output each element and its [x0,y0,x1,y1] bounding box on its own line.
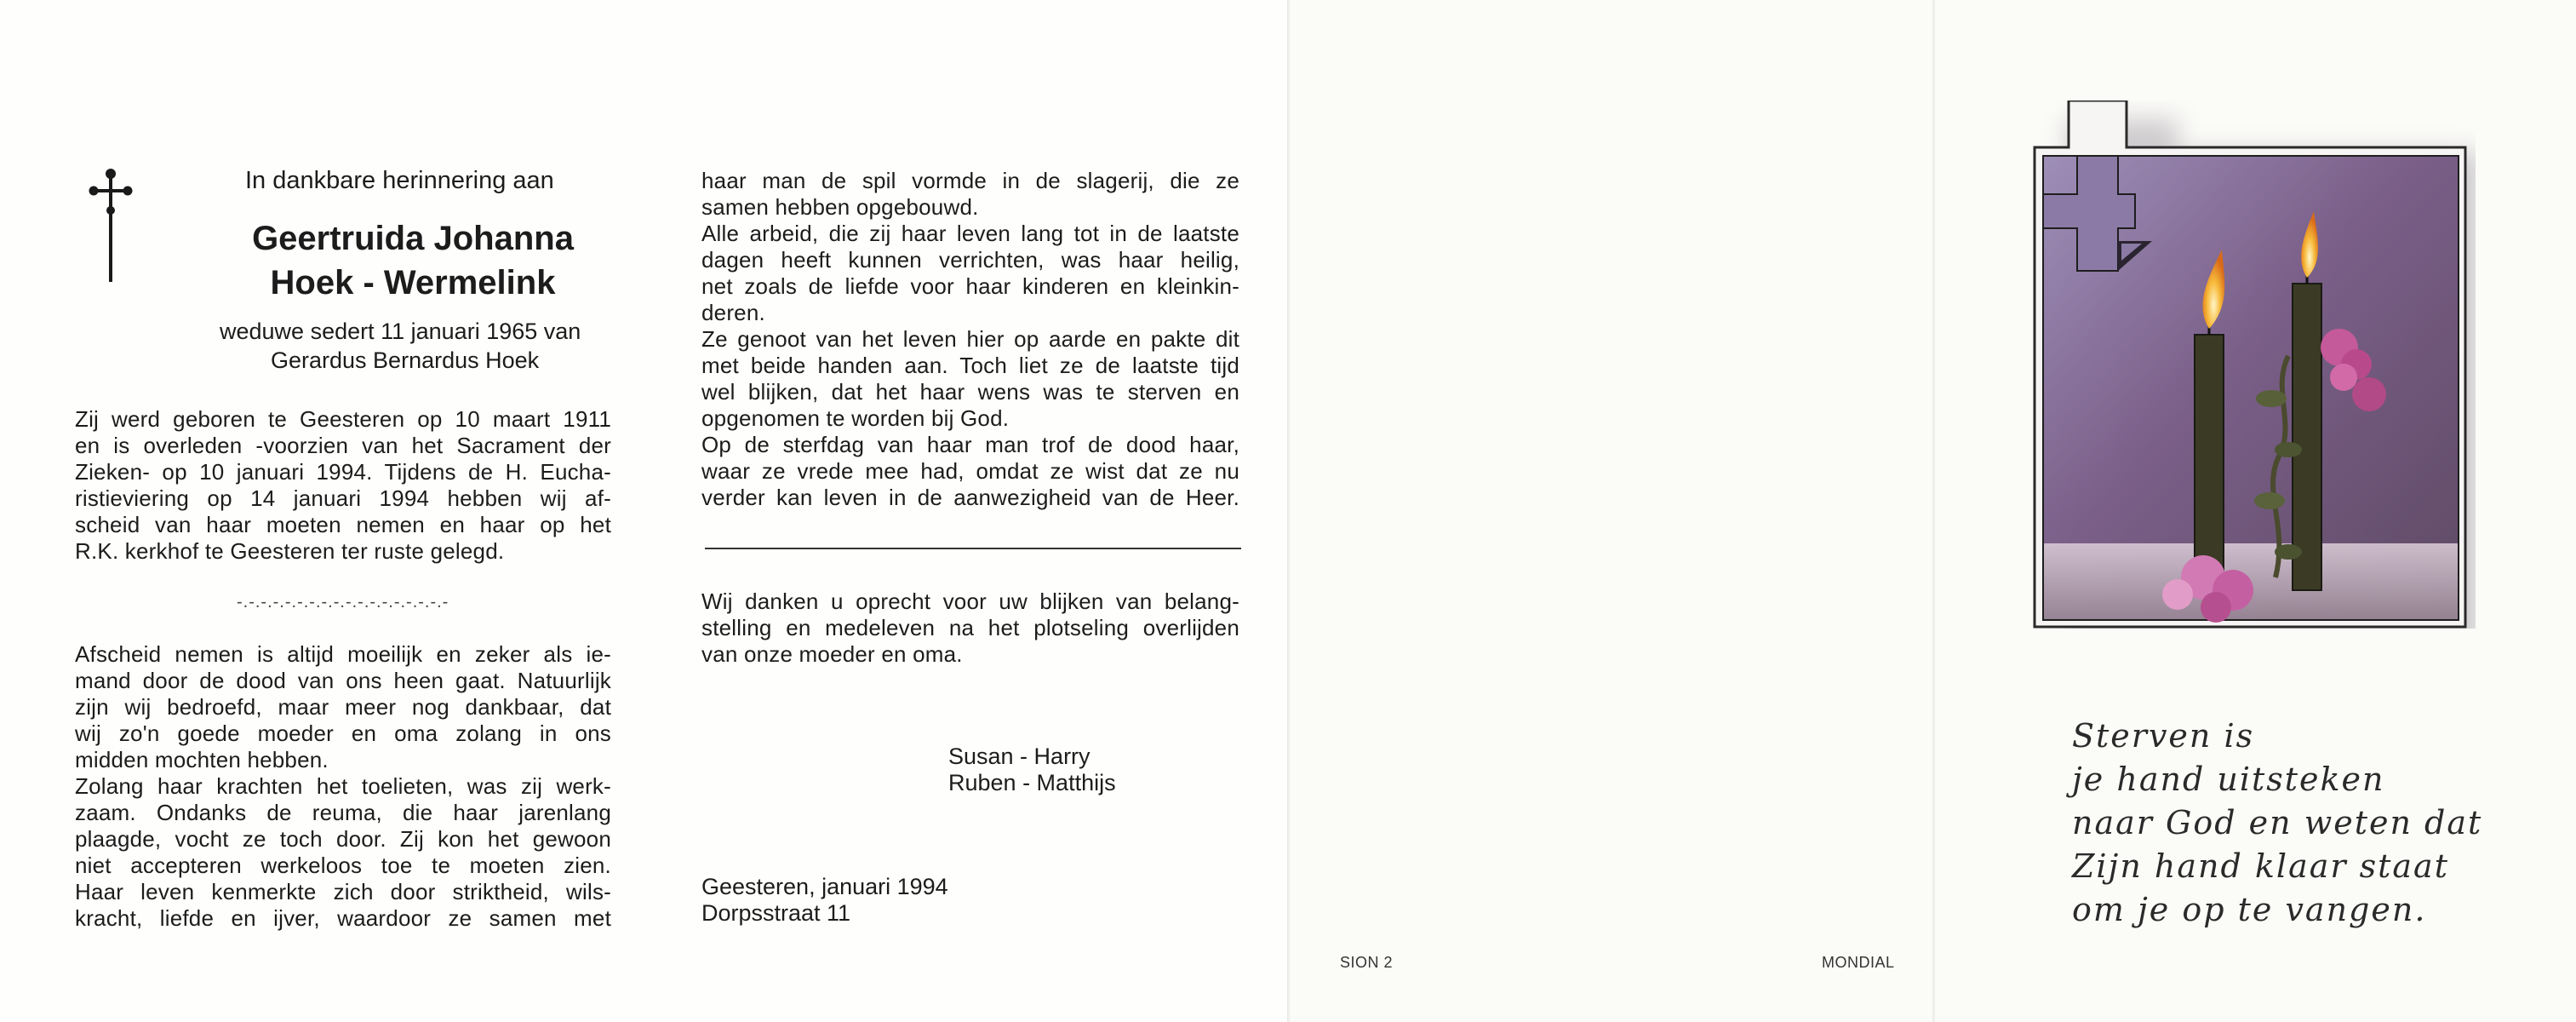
text-line: R.K. kerkhof te Geesteren ter ruste gelegd. [75,538,505,564]
text-line: Op de sterfdag van haar man trof de dood haar, [701,432,1239,457]
signature-line: Ruben - Matthijs [948,770,1116,795]
widow-line2: Gerardus Bernardus Hoek [271,347,540,373]
text-line: stelling en medeleven na het plotseling overlijden [701,615,1239,640]
fold-line-right [1932,0,1935,1022]
separator: -.-.-.-.-.-.-.-.-.-.-.-.-.-.-.-.-.- [237,593,449,611]
text-line: kracht, liefde en ijver, waardoor ze samen met [75,905,611,931]
poem-line: Zijn hand klaar staat [2072,847,2449,885]
text-line: samen hebben opgebouwd. [701,194,979,220]
text-line: wij zo'n goede moeder en oma zolang in ons [75,721,611,746]
text-line: mand door de dood van ons heen gaat. Natuurlijk [75,668,611,693]
text-line: niet accepteren werkeloos toe te moeten zien. [75,853,611,878]
fold-line-center [1287,0,1290,1022]
text-line: zijn wij bedroefd, maar meer nog dankbaar, dat [75,694,611,720]
text-line: waar ze vrede mee had, omdat ze wist dat ze nu [701,458,1239,484]
divider-line [705,548,1241,549]
text-line: midden mochten hebben. [75,747,329,772]
text-line: scheid van haar moeten nemen en haar op het [75,512,611,537]
cross-icon [85,166,136,285]
place-date: Geesteren, januari 1994 [701,874,948,899]
text-line: Zij werd geboren te Geesteren op 10 maart 1911 [75,406,611,432]
text-line: van onze moeder en oma. [701,641,963,667]
text-line: Afscheid nemen is altijd moeilijk en zeker als ie- [75,641,611,667]
poem-line: om je op te vangen. [2072,891,2427,928]
text-line: Alle arbeid, die zij haar leven lang tot in de laatste [701,221,1239,246]
text-line: met beide handen aan. Toch liet ze de laatste tijd [701,353,1239,378]
text-line: dagen heeft kunnen verrichten, was haar heilig, [701,247,1239,273]
text-line: opgenomen te worden bij God. [701,405,1010,431]
deceased-name-line2: Hoek - Wermelink [270,264,556,301]
text-line: Zolang haar krachten het toelieten, was zij werk- [75,773,611,799]
text-line: en is overleden -voorzien van het Sacrament der [75,433,611,458]
text-line: haar man de spil vormde in de slagerij, die ze [701,168,1239,193]
intro-text: In dankbare herinnering aan [245,167,554,194]
deceased-name-line1: Geertruida Johanna [252,220,574,257]
text-line: Haar leven kenmerkte zich door striktheid, wils- [75,879,611,904]
poem-line: Sterven is [2072,717,2255,755]
printer-brand: MONDIAL [1822,954,1895,971]
address: Dorpsstraat 11 [701,900,851,926]
text-line: Ze genoot van het leven hier op aarde en pakte dit [701,326,1239,352]
text-line: wel blijken, dat het haar wens was te sterven en [701,379,1239,405]
candles-picture [2033,100,2476,629]
text-line: net zoals de liefde voor haar kinderen en kleinkin- [701,273,1239,299]
text-line: ristieviering op 14 januari 1994 hebben wij af- [75,485,611,511]
text-line: plaagde, vocht ze toch door. Zij kon het gewoon [75,826,611,852]
text-line: Wij danken u oprecht voor uw blijken van belang- [701,589,1239,614]
card-inside [0,0,1287,1022]
poem-line: naar God en weten dat [2072,804,2483,841]
text-line: verder kan leven in de aanwezigheid van de Heer. [701,485,1239,510]
poem-line: je hand uitsteken [2072,761,2385,798]
text-line: Zieken- op 10 januari 1994. Tijdens de H. Eucha- [75,459,611,485]
text-line: deren. [701,300,765,325]
printer-code: SION 2 [1340,954,1394,971]
widow-line1: weduwe sedert 11 januari 1965 van [220,319,581,344]
signature-line: Susan - Harry [948,744,1091,769]
text-line: zaam. Ondanks de reuma, die haar jarenlang [75,800,611,825]
